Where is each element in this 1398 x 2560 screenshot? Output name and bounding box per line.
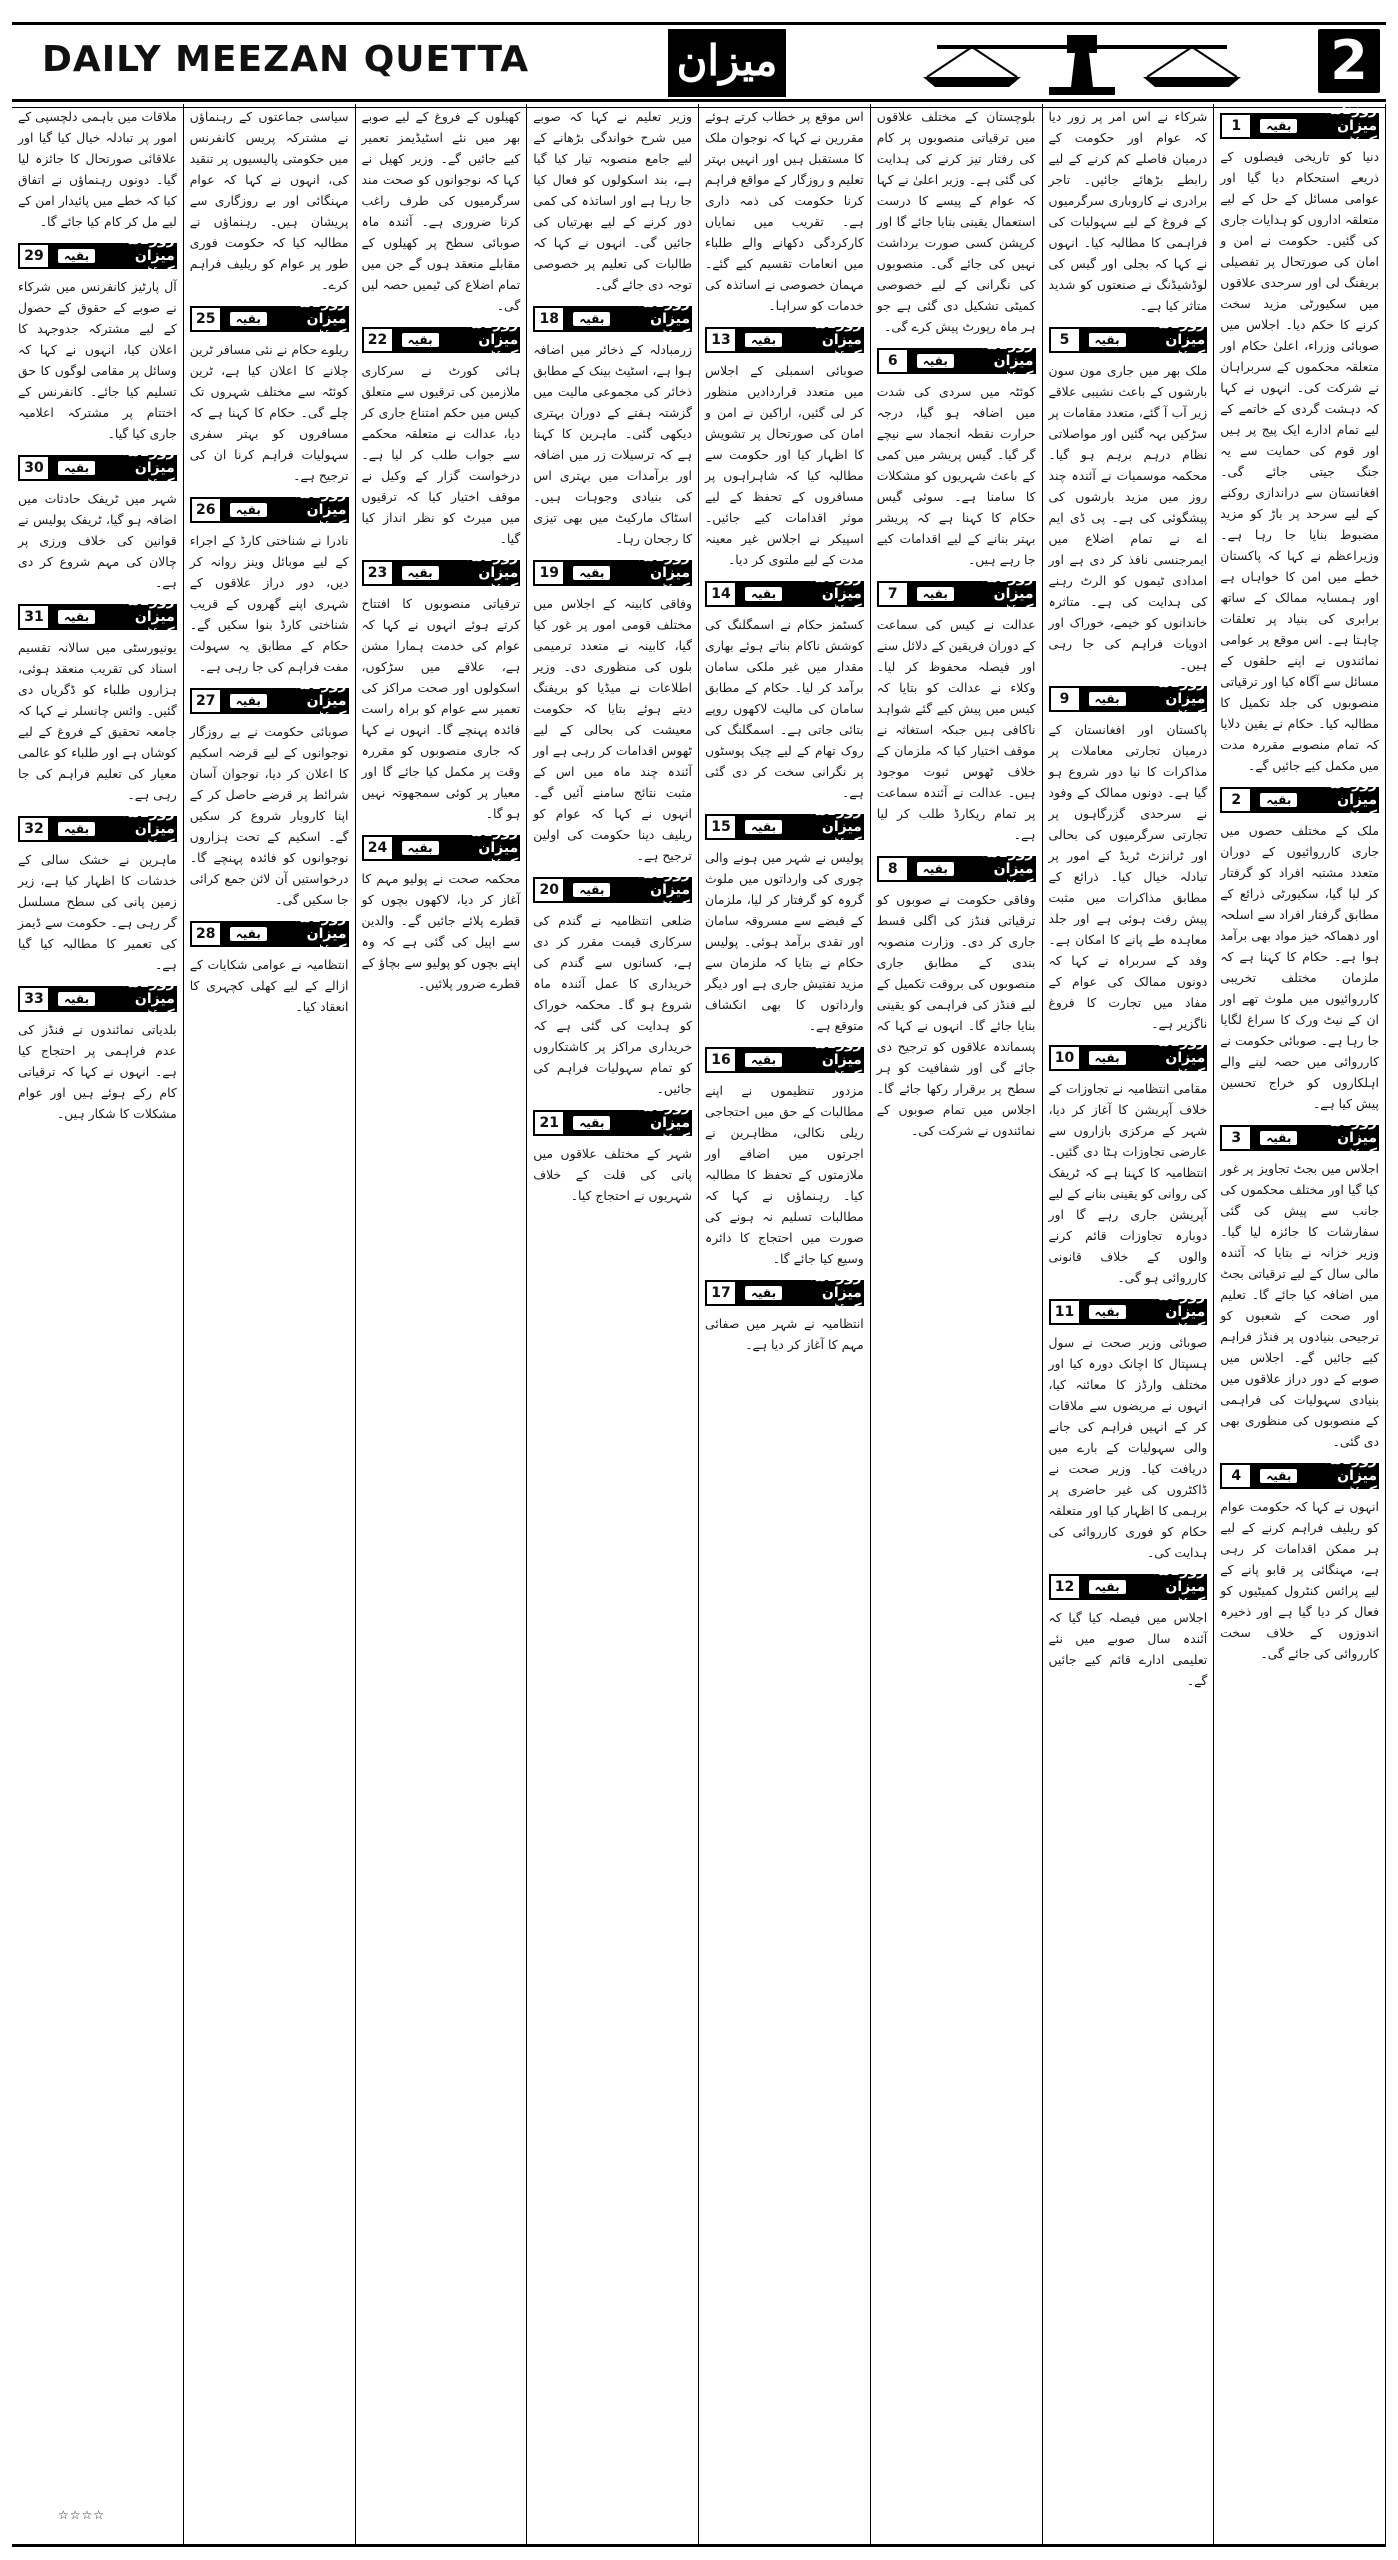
news-item xyxy=(190,106,349,295)
continuation-tag: بقیہ xyxy=(573,1116,610,1130)
continuation-tag: بقیہ xyxy=(402,333,439,347)
news-item xyxy=(1220,1452,1379,1664)
continuation-header xyxy=(1049,1288,1208,1336)
item-number: 2 xyxy=(1220,787,1252,813)
news-item xyxy=(18,106,177,232)
continuation-title: روزنامہ میزان کوئٹہ xyxy=(1153,1563,1206,1611)
continuation-title: روزنامہ میزان کوئٹہ xyxy=(809,316,862,364)
continuation-tag: بقیہ xyxy=(58,461,95,475)
continuation-title: روزنامہ میزان کوئٹہ xyxy=(122,593,175,641)
news-column xyxy=(355,104,527,2544)
continuation-bar xyxy=(565,549,692,597)
item-number: 27 xyxy=(190,688,222,714)
news-item xyxy=(189,486,349,677)
news-item xyxy=(533,1099,692,1206)
scales-of-justice-icon xyxy=(917,31,1247,97)
continuation-title: روزنامہ میزان کوئٹہ xyxy=(637,866,690,914)
news-item xyxy=(18,805,177,975)
continuation-header xyxy=(705,1269,864,1317)
item-number: 31 xyxy=(18,604,50,630)
continuation-title: روزنامہ میزان کوئٹہ xyxy=(637,1099,690,1147)
continuation-header xyxy=(533,549,692,597)
bottom-rule xyxy=(12,2544,1386,2547)
news-text: یونیورسٹی میں سالانہ تقسیم اسناد کی تقریب منعقد ہوئی، ہزاروں طلباء کو ڈگریاں دی گئیں۔ وائس چانسلر نے کہا کہ جامعہ تحقیق کے فروغ کے لیے کوشاں ہے اور طلباء کو عالمی معیار کی تعلیم فراہم کی جا رہی ہے۔ xyxy=(18,640,177,802)
news-text: کھیلوں کے فروغ کے لیے صوبے بھر میں نئے اسٹیڈیمز تعمیر کیے جائیں گے۔ وزیر کھیل نے کہا کہ نوجوانوں کو صحت مند سرگرمیوں کی طرف راغب کرنا ضروری ہے۔ آئندہ ماہ صوبائی سطح پر کھیلوں کے مقابلے منعقد ہوں گے جن میں تمام اضلاع کی ٹیمیں حصہ لیں گی۔ xyxy=(361,109,521,313)
continuation-header xyxy=(1049,316,1208,364)
continuation-tag: بقیہ xyxy=(1089,1580,1126,1594)
continuation-tag: بقیہ xyxy=(402,566,439,580)
continuation-bar xyxy=(1252,1114,1379,1162)
item-number: 21 xyxy=(533,1110,565,1136)
news-text: وفاقی حکومت نے صوبوں کو ترقیاتی فنڈز کی اگلی قسط جاری کر دی۔ وزارت منصوبہ بندی کے مطابق جاری منصوبوں کی بروقت تکمیل کے لیے فنڈز کی فراہمی کو یقینی بنایا جائے گا۔ انہوں نے کہا کہ پسماندہ علاقوں کو ترجیح دی جائے گی اور شفافیت کو ہر سطح پر برقرار رکھا جائے گا۔ اجلاس میں تمام صوبوں کے نمائندوں نے شرکت کی۔ xyxy=(876,892,1036,1138)
continuation-bar xyxy=(222,295,349,343)
continuation-header xyxy=(1049,1563,1208,1611)
continuation-title: روزنامہ میزان کوئٹہ xyxy=(981,845,1034,893)
news-item xyxy=(18,444,177,593)
continuation-tag: بقیہ xyxy=(573,312,610,326)
news-text: آل پارٹیز کانفرنس میں شرکاء نے صوبے کے حقوق کے حصول کے لیے مشترکہ جدوجہد کا اعلان کیا، انہوں نے کہا کہ وسائل پر مقامی لوگوں کا حق تسلیم کیا جائے۔ کانفرنس کے اختتام پر مشترکہ اعلامیہ جاری کیا گیا۔ xyxy=(18,279,177,441)
news-item xyxy=(877,106,1036,337)
news-item xyxy=(876,570,1036,845)
item-number: 7 xyxy=(877,581,909,607)
continuation-title: روزنامہ میزان کوئٹہ xyxy=(1324,104,1377,150)
continuation-bar xyxy=(565,1099,692,1147)
continuation-header xyxy=(362,316,521,364)
continuation-header xyxy=(190,295,349,343)
continuation-bar xyxy=(1252,776,1379,824)
continuation-title: روزنامہ میزان کوئٹہ xyxy=(809,1036,862,1084)
continuation-title: روزنامہ میزان کوئٹہ xyxy=(1324,1114,1377,1162)
continuation-bar xyxy=(1081,1563,1208,1611)
continuation-tag: بقیہ xyxy=(745,820,782,834)
continuation-title: روزنامہ میزان کوئٹہ xyxy=(981,337,1034,385)
continuation-bar xyxy=(909,570,1036,618)
continuation-bar xyxy=(394,824,521,872)
continuation-bar xyxy=(1081,316,1208,364)
continuation-header xyxy=(877,337,1036,385)
news-text: دنیا کو تاریخی فیصلوں کے ذریعے استحکام دیا گیا اور عوامی مسائل کے حل کے لیے متعلقہ اداروں کو ہدایات جاری کی گئیں۔ حکومت نے امن و امان کی صورتحال پر تفصیلی بریفنگ لی اور سرحدی علاقوں میں سکیورٹی مزید سخت کرنے کا حکم دیا۔ اجلاس میں صوبائی وزراء، اعلیٰ حکام اور متعلقہ محکموں کے سربراہان نے شرکت کی۔ انہوں نے کہا کہ دہشت گردی کے خاتمے کے لیے تمام ادارے ایک پیج پر ہیں اور قوم کی حمایت سے یہ جنگ جیتی جائے گی۔ افغانستان سے دراندازی روکنے کے لیے سرحد پر باڑ کو مزید مضبوط بنایا جا رہا ہے۔ وزیراعظم نے کہا کہ پاکستان خطے میں امن کا خواہاں ہے اور ہمسایہ ممالک کے ساتھ برابری کی بنیاد پر تعلقات چاہتا ہے۔ اس موقع پر عوامی نمائندوں نے اپنے حلقوں کے مسائل سے آگاہ کیا اور ترقیاتی منصوبوں کی جلد تکمیل کا مطالبہ کیا۔ حکام نے یقین دلایا کہ تمام منصوبے مقررہ مدت میں مکمل کیے جائیں گے۔ xyxy=(1220,149,1379,773)
continuation-bar xyxy=(737,1036,864,1084)
news-item xyxy=(189,295,349,486)
news-item xyxy=(533,549,692,866)
continuation-header xyxy=(18,593,177,641)
continuation-title: روزنامہ میزان کوئٹہ xyxy=(1324,1452,1377,1500)
continuation-tag: بقیہ xyxy=(230,312,267,326)
news-item xyxy=(1048,316,1208,675)
continuation-title: روزنامہ میزان کوئٹہ xyxy=(122,975,175,1023)
news-text: ملک کے مختلف حصوں میں جاری کارروائیوں کے دوران متعدد مشتبہ افراد کو گرفتار کر لیا گیا، سکیورٹی ذرائع کے مطابق گرفتار افراد سے اسلحہ اور دھماکہ خیز مواد بھی برآمد ہوا ہے۔ حکام کا کہنا ہے کہ ملزمان مختلف تخریبی کارروائیوں میں ملوث تھے اور ان کے نیٹ ورک کا سراغ لگایا جا رہا ہے۔ صوبائی حکومت نے کارروائی میں حصہ لینے والے اہلکاروں کو خراج تحسین پیش کیا ہے۔ xyxy=(1220,823,1379,1111)
continuation-bar xyxy=(565,866,692,914)
continuation-tag: بقیہ xyxy=(1089,692,1126,706)
continuation-tag: بقیہ xyxy=(573,566,610,580)
news-text: مزدور تنظیموں نے اپنے مطالبات کے حق میں احتجاجی ریلی نکالی، مظاہرین نے اجرتوں میں اضافے اور ملازمتوں کے تحفظ کا مطالبہ کیا۔ رہنماؤں نے کہا کہ مطالبات تسلیم نہ ہونے کی صورت میں احتجاج کا دائرہ وسیع کیا جائے گا۔ xyxy=(705,1083,864,1266)
continuation-title: روزنامہ میزان کوئٹہ xyxy=(809,1269,862,1317)
news-text: انتظامیہ نے شہر میں صفائی مہم کا آغاز کر دیا ہے۔ xyxy=(705,1316,864,1352)
continuation-header xyxy=(1220,776,1379,824)
item-number: 33 xyxy=(18,986,50,1012)
news-item xyxy=(18,232,177,444)
item-number: 10 xyxy=(1049,1045,1081,1071)
news-text: شہر کے مختلف علاقوں میں پانی کی قلت کے خلاف شہریوں نے احتجاج کیا۔ xyxy=(533,1146,692,1203)
continuation-title: روزنامہ میزان کوئٹہ xyxy=(981,570,1034,618)
footer-stars: ☆☆☆☆ xyxy=(58,2508,106,2522)
continuation-title: روزنامہ میزان کوئٹہ xyxy=(637,295,690,343)
continuation-tag: بقیہ xyxy=(230,694,267,708)
continuation-header xyxy=(533,295,692,343)
item-number: 8 xyxy=(877,856,909,882)
news-text: اجلاس میں فیصلہ کیا گیا کہ آئندہ سال صوبے میں نئے تعلیمی ادارے قائم کیے جائیں گے۔ xyxy=(1048,1610,1208,1688)
item-number: 19 xyxy=(533,560,565,586)
news-item xyxy=(533,866,692,1099)
continuation-tag: بقیہ xyxy=(917,587,954,601)
item-number: 24 xyxy=(362,835,394,861)
continuation-header xyxy=(705,803,864,851)
news-text: اجلاس میں بجٹ تجاویز پر غور کیا گیا اور مختلف محکموں کی جانب سے پیش کی گئی سفارشات کا جائزہ لیا گیا۔ وزیر خزانہ نے بتایا کہ آئندہ مالی سال کے لیے ترقیاتی بجٹ میں اضافہ کیا جائے گا۔ تعلیم اور صحت کے شعبوں کو ترجیحی بنیادوں پر فنڈز فراہم کیے جائیں گے۔ اجلاس میں صوبے کے دور دراز علاقوں میں بنیادی سہولیات کی فراہمی کے منصوبوں کی منظوری بھی دی گئی۔ xyxy=(1220,1161,1379,1449)
news-item xyxy=(189,910,349,1017)
news-column xyxy=(870,104,1042,2544)
news-item xyxy=(705,570,864,803)
continuation-tag: بقیہ xyxy=(573,883,610,897)
item-number: 5 xyxy=(1049,327,1081,353)
news-text: ترقیاتی منصوبوں کا افتتاح کرتے ہوئے انہوں نے کہا کہ عوام کی خدمت ہمارا مشن ہے، علاقے میں سڑکوں، اسکولوں اور صحت مراکز کی تعمیر سے عوام کو براہ راست فائدہ پہنچے گا۔ انہوں نے کہا کہ جاری منصوبوں کو مقررہ وقت پر مکمل کیا جائے گا اور معیار پر کوئی سمجھوتہ نہیں ہو گا۔ xyxy=(361,596,521,821)
continuation-tag: بقیہ xyxy=(745,1053,782,1067)
continuation-header xyxy=(705,1036,864,1084)
news-text: ہائی کورٹ نے سرکاری ملازمین کی ترقیوں سے متعلق کیس میں حکم امتناع جاری کر دیا، عدالت نے متعلقہ محکمے سے جواب طلب کر لیا ہے۔ درخواست گزار کے وکیل نے موقف اختیار کیا کہ ترقیوں میں میرٹ کو نظر انداز کیا گیا۔ xyxy=(361,363,521,546)
continuation-header xyxy=(1220,1452,1379,1500)
news-text: صوبائی وزیر صحت نے سول ہسپتال کا اچانک دورہ کیا اور مختلف وارڈز کا معائنہ کیا، انہوں نے مریضوں سے ملاقات کر کے انہیں فراہم کی جانے والی سہولیات کے بارے میں دریافت کیا۔ وزیر صحت نے ڈاکٹروں کی غیر حاضری پر برہمی کا اظہار کیا اور متعلقہ حکام کو فوری کارروائی کی ہدایت کی۔ xyxy=(1048,1335,1208,1560)
item-number: 4 xyxy=(1220,1463,1252,1489)
news-text: ضلعی انتظامیہ نے گندم کی سرکاری قیمت مقرر کر دی ہے، کسانوں سے گندم کی خریداری کا عمل آئندہ ماہ شروع ہو گا۔ محکمہ خوراک کو ہدایت کی گئی ہے کہ خریداری مراکز پر کاشتکاروں کو تمام سہولیات فراہم کی جائیں۔ xyxy=(533,913,692,1096)
news-text: پاکستان اور افغانستان کے درمیان تجارتی معاملات پر مذاکرات کا نیا دور شروع ہو گیا ہے۔ دونوں ممالک کے وفود نے سرحدی گزرگاہوں پر تجارتی سرگرمیوں کی بحالی اور ٹرانزٹ ٹریڈ کے امور پر تبادلہ خیال کیا۔ ذرائع کے مطابق مذاکرات میں مثبت پیش رفت ہوئی ہے اور جلد معاہدہ طے پانے کا امکان ہے۔ وفد کے سربراہ نے کہا کہ دونوں ممالک کی عوام کے مفاد میں تجارت کا فروغ ناگزیر ہے۔ xyxy=(1048,722,1208,1031)
continuation-tag: بقیہ xyxy=(1260,119,1297,133)
news-text: بلدیاتی نمائندوں نے فنڈز کی عدم فراہمی پر احتجاج کیا ہے۔ انہوں نے کہا کہ ترقیاتی کام رکے ہوئے ہیں اور عوام مشکلات کا شکار ہیں۔ xyxy=(18,1022,177,1121)
news-item xyxy=(533,106,692,295)
news-text: عدالت نے کیس کی سماعت کے دوران فریقین کے دلائل سنے اور فیصلہ محفوظ کر لیا۔ وکلاء نے عدالت کو بتایا کہ کیس میں پیش کیے گئے شواہد ناکافی ہیں جبکہ استغاثہ نے موقف اختیار کیا کہ ملزمان کے خلاف ٹھوس ثبوت موجود ہیں۔ عدالت نے آئندہ سماعت پر تمام ریکارڈ طلب کر لیا ہے۔ xyxy=(876,617,1036,842)
continuation-title: روزنامہ میزان کوئٹہ xyxy=(1153,675,1206,723)
news-text: انہوں نے کہا کہ حکومت عوام کو ریلیف فراہم کرنے کے لیے ہر ممکن اقدامات کر رہی ہے، مہنگائی پر قابو پانے کے لیے پرائس کنٹرول کمیٹیوں کو فعال کر دیا گیا ہے اور ذخیرہ اندوزوں کے خلاف سخت کارروائی کی جائے گی۔ xyxy=(1220,1499,1379,1661)
masthead xyxy=(12,22,1386,102)
news-text: صوبائی اسمبلی کے اجلاس میں متعدد قراردادیں منظور کر لی گئیں، اراکین نے امن و امان کی صورتحال پر تشویش کا اظہار کیا اور حکومت سے مطالبہ کیا کہ شاہراہوں پر مسافروں کے تحفظ کے لیے موثر اقدامات کیے جائیں۔ اسپیکر نے اجلاس غیر معینہ مدت کے لیے ملتوی کر دیا۔ xyxy=(705,363,864,567)
news-item xyxy=(1220,1114,1379,1452)
item-number: 16 xyxy=(705,1047,737,1073)
news-item xyxy=(361,824,521,994)
continuation-title: روزنامہ میزان کوئٹہ xyxy=(466,316,519,364)
news-item xyxy=(1048,1034,1208,1288)
continuation-header xyxy=(877,845,1036,893)
continuation-bar xyxy=(50,975,177,1023)
continuation-header xyxy=(18,975,177,1023)
news-item xyxy=(1048,675,1208,1034)
continuation-header xyxy=(18,444,177,492)
continuation-bar xyxy=(737,803,864,851)
continuation-title: روزنامہ میزان کوئٹہ xyxy=(122,805,175,853)
continuation-header xyxy=(705,316,864,364)
item-number: 12 xyxy=(1049,1574,1081,1600)
news-column xyxy=(1213,104,1386,2544)
news-item xyxy=(1048,1288,1208,1563)
continuation-bar xyxy=(737,570,864,618)
continuation-bar xyxy=(222,677,349,725)
item-number: 28 xyxy=(190,921,222,947)
news-text: مقامی انتظامیہ نے تجاوزات کے خلاف آپریشن کا آغاز کر دیا، شہر کے مرکزی بازاروں سے عارضی تجاوزات ہٹا دی گئیں۔ انتظامیہ کا کہنا ہے کہ ٹریفک کی روانی کو یقینی بنانے کے لیے آپریشن جاری رہے گا اور دوبارہ تجاوزات قائم کرنے والوں کے خلاف قانونی کارروائی ہو گی۔ xyxy=(1048,1081,1208,1285)
continuation-tag: بقیہ xyxy=(1089,333,1126,347)
news-item xyxy=(361,549,521,824)
continuation-bar xyxy=(1252,1452,1379,1500)
continuation-bar xyxy=(394,316,521,364)
continuation-title: روزنامہ میزان کوئٹہ xyxy=(809,570,862,618)
continuation-bar xyxy=(50,232,177,280)
continuation-bar xyxy=(1081,1288,1208,1336)
item-number: 14 xyxy=(705,581,737,607)
continuation-tag: بقیہ xyxy=(1260,1469,1297,1483)
article-columns xyxy=(12,104,1386,2544)
news-column xyxy=(698,104,870,2544)
news-text: شہر میں ٹریفک حادثات میں اضافہ ہو گیا، ٹریفک پولیس نے قوانین کی خلاف ورزی پر چالان کی مہم شروع کر دی ہے۔ xyxy=(18,491,177,590)
continuation-tag: بقیہ xyxy=(917,354,954,368)
item-number: 22 xyxy=(362,327,394,353)
continuation-tag: بقیہ xyxy=(745,1286,782,1300)
item-number: 13 xyxy=(705,327,737,353)
continuation-title: روزنامہ میزان کوئٹہ xyxy=(1153,316,1206,364)
continuation-title: روزنامہ میزان کوئٹہ xyxy=(466,824,519,872)
continuation-bar xyxy=(394,549,521,597)
news-text: وزیر تعلیم نے کہا کہ صوبے میں شرح خواندگی بڑھانے کے لیے جامع منصوبہ تیار کیا گیا ہے، بند اسکولوں کو فعال کیا جا رہا ہے اور اساتذہ کی کمی دور کرنے کے لیے بھرتیاں کی جائیں گی۔ انہوں نے کہا کہ طالبات کی تعلیم پر خصوصی توجہ دی جائے گی۔ xyxy=(533,109,692,292)
continuation-title: روزنامہ میزان کوئٹہ xyxy=(294,486,347,534)
item-number: 11 xyxy=(1049,1299,1081,1325)
continuation-title: روزنامہ میزان کوئٹہ xyxy=(809,803,862,851)
news-item xyxy=(705,1269,864,1355)
continuation-title: روزنامہ میزان کوئٹہ xyxy=(294,677,347,725)
continuation-header xyxy=(705,570,864,618)
news-item xyxy=(705,1036,864,1269)
news-item xyxy=(18,975,177,1124)
continuation-bar xyxy=(1081,1034,1208,1082)
continuation-bar xyxy=(909,845,1036,893)
item-number: 18 xyxy=(533,306,565,332)
news-text: ماہرین نے خشک سالی کے خدشات کا اظہار کیا ہے، زیر زمین پانی کی سطح مسلسل گر رہی ہے۔ حکومت سے ڈیمز کی تعمیر کا مطالبہ کیا گیا ہے۔ xyxy=(18,852,177,972)
continuation-bar xyxy=(50,805,177,853)
continuation-header xyxy=(18,232,177,280)
continuation-header xyxy=(18,805,177,853)
news-text: انتظامیہ نے عوامی شکایات کے ازالے کے لیے کھلی کچہری کا انعقاد کیا۔ xyxy=(189,957,349,1014)
continuation-tag: بقیہ xyxy=(745,333,782,347)
news-text: اس موقع پر خطاب کرتے ہوئے مقررین نے کہا کہ نوجوان ملک کا مستقبل ہیں اور انہیں بہتر تعلیم و روزگار کے مواقع فراہم کرنا حکومت کی ذمہ داری ہے۔ تقریب میں نمایاں کارکردگی دکھانے والے طلباء میں انعامات تقسیم کیے گئے۔ مہمان خصوصی نے اساتذہ کی خدمات کو سراہا۔ xyxy=(705,109,864,313)
news-item xyxy=(876,845,1036,1141)
continuation-title: روزنامہ میزان کوئٹہ xyxy=(466,549,519,597)
continuation-bar xyxy=(50,444,177,492)
item-number: 15 xyxy=(705,814,737,840)
continuation-header xyxy=(1220,1114,1379,1162)
news-item xyxy=(1220,776,1379,1114)
item-number: 30 xyxy=(18,455,50,481)
continuation-header xyxy=(1049,675,1208,723)
news-text: وفاقی کابینہ کے اجلاس میں مختلف قومی امور پر غور کیا گیا، کابینہ نے متعدد ترمیمی بلوں کی منظوری دی۔ وزیر اطلاعات نے میڈیا کو بریفنگ دیتے ہوئے بتایا کہ حکومت معیشت کی بحالی کے لیے ٹھوس اقدامات کر رہی ہے اور آئندہ چند ماہ میں اس کے مثبت نتائج سامنے آئیں گے۔ انہوں نے کہا کہ عوام کو ریلیف دینا حکومت کی اولین ترجیح ہے۔ xyxy=(533,596,692,863)
item-number: 17 xyxy=(705,1280,737,1306)
news-item xyxy=(189,677,349,910)
continuation-tag: بقیہ xyxy=(58,610,95,624)
urdu-logo: میزان xyxy=(668,29,786,97)
news-text: ملک بھر میں جاری مون سون بارشوں کے باعث نشیبی علاقے زیر آب آ گئے، متعدد مقامات پر سڑکیں بہہ گئیں اور مواصلاتی نظام درہم برہم ہو گیا۔ محکمہ موسمیات نے آئندہ چند روز میں مزید بارشوں کی پیشگوئی کی ہے۔ پی ڈی ایم اے نے تمام اضلاع میں ایمرجنسی نافذ کر دی ہے اور امدادی ٹیموں کو الرٹ رہنے کی ہدایت کی ہے۔ متاثرہ خاندانوں کو خیمے، خوراک اور ادویات فراہم کی جا رہی ہیں۔ xyxy=(1048,363,1208,672)
continuation-tag: بقیہ xyxy=(745,587,782,601)
continuation-tag: بقیہ xyxy=(917,862,954,876)
continuation-tag: بقیہ xyxy=(230,503,267,517)
continuation-tag: بقیہ xyxy=(1089,1305,1126,1319)
continuation-bar xyxy=(909,337,1036,385)
news-item xyxy=(876,337,1036,570)
news-item xyxy=(361,316,521,549)
continuation-title: روزنامہ میزان کوئٹہ xyxy=(1324,776,1377,824)
continuation-title: روزنامہ میزان کوئٹہ xyxy=(1153,1288,1206,1336)
continuation-title: روزنامہ میزان کوئٹہ xyxy=(122,232,175,280)
continuation-title: روزنامہ میزان کوئٹہ xyxy=(637,549,690,597)
news-text: بلوچستان کے مختلف علاقوں میں ترقیاتی منصوبوں پر کام کی رفتار تیز کرنے کی ہدایت کی گئی ہے۔ وزیر اعلیٰ نے کہا کہ عوام کے پیسے کا درست استعمال یقینی بنایا جائے گا اور کرپشن کسی صورت برداشت نہیں کی جائے گی۔ منصوبوں کی نگرانی کے لیے خصوصی کمیٹی تشکیل دی گئی ہے جو ہر ماہ رپورٹ پیش کرے گی۔ xyxy=(876,109,1036,334)
continuation-header xyxy=(1049,1034,1208,1082)
continuation-header xyxy=(362,549,521,597)
continuation-tag: بقیہ xyxy=(1260,793,1297,807)
item-number: 29 xyxy=(18,243,50,269)
news-item xyxy=(1048,1563,1208,1691)
continuation-title: روزنامہ میزان کوئٹہ xyxy=(294,910,347,958)
item-number: 6 xyxy=(877,348,909,374)
continuation-tag: بقیہ xyxy=(58,249,95,263)
item-number: 25 xyxy=(190,306,222,332)
news-column xyxy=(183,104,355,2544)
news-text: محکمہ صحت نے پولیو مہم کا آغاز کر دیا، لاکھوں بچوں کو قطرے پلائے جائیں گے۔ والدین سے اپیل کی گئی ہے کہ وہ اپنے بچوں کو پولیو سے بچاؤ کے قطرے ضرور پلائیں۔ xyxy=(361,871,521,991)
news-text: شرکاء نے اس امر پر زور دیا کہ عوام اور حکومت کے درمیان فاصلے کم کرنے کے لیے رابطے بڑھائے جائیں۔ تاجر برادری نے کاروباری سرگرمیوں کے فروغ کے لیے سہولیات کی فراہمی کا مطالبہ کیا۔ انہوں نے کہا کہ بجلی اور گیس کی لوڈشیڈنگ نے صنعتوں کو شدید متاثر کیا ہے۔ xyxy=(1048,109,1208,313)
paper-name: DAILY MEEZAN QUETTA xyxy=(42,39,530,80)
news-text: پولیس نے شہر میں ہونے والی چوری کی وارداتوں میں ملوث گروہ کو گرفتار کر لیا، ملزمان کے قبضے سے مسروقہ سامان اور نقدی برآمد ہوئی۔ پولیس حکام نے بتایا کہ ملزمان سے مزید تفتیش جاری ہے اور دیگر وارداتوں کا بھی انکشاف متوقع ہے۔ xyxy=(705,850,864,1033)
continuation-bar xyxy=(565,295,692,343)
continuation-title: روزنامہ میزان کوئٹہ xyxy=(1153,1034,1206,1082)
news-text: ملاقات میں باہمی دلچسپی کے امور پر تبادلہ خیال کیا گیا اور علاقائی صورتحال کا جائزہ لیا گیا۔ دونوں رہنماؤں نے اتفاق کیا کہ خطے میں پائیدار امن کے لیے مل کر کام کیا جائے گا۔ xyxy=(18,109,177,229)
continuation-header xyxy=(362,824,521,872)
continuation-title: روزنامہ میزان کوئٹہ xyxy=(122,444,175,492)
continuation-tag: بقیہ xyxy=(402,841,439,855)
news-item xyxy=(705,316,864,570)
continuation-bar xyxy=(50,593,177,641)
continuation-tag: بقیہ xyxy=(230,927,267,941)
item-number: 26 xyxy=(190,497,222,523)
news-text: صوبائی حکومت نے بے روزگار نوجوانوں کے لیے قرضہ اسکیم کا اعلان کر دیا، نوجوان آسان شرائط پر قرضے حاصل کر کے اپنا کاروبار شروع کر سکیں گے۔ اسکیم کے تحت ہزاروں نوجوانوں کو فائدہ پہنچے گا۔ درخواستیں آن لائن جمع کرائی جا سکیں گی۔ xyxy=(189,724,349,907)
continuation-tag: بقیہ xyxy=(1089,1051,1126,1065)
item-number: 1 xyxy=(1220,113,1252,139)
news-text: کوئٹہ میں سردی کی شدت میں اضافہ ہو گیا، درجہ حرارت نقطہ انجماد سے نیچے گر گیا۔ گیس پریشر میں کمی کے باعث شہریوں کو مشکلات کا سامنا ہے۔ سوئی گیس حکام کا کہنا ہے کہ پریشر بہتر بنانے کے لیے اقدامات کیے جا رہے ہیں۔ xyxy=(876,384,1036,567)
news-text: نادرا نے شناختی کارڈ کے اجراء کے لیے موبائل وینز روانہ کر دیں، دور دراز علاقوں کے شہری اپنے گھروں کے قریب شناختی کارڈ بنوا سکیں گے۔ حکام کے مطابق یہ سہولت مفت فراہم کی جا رہی ہے۔ xyxy=(189,533,349,674)
item-number: 20 xyxy=(533,877,565,903)
news-text: زرمبادلہ کے ذخائر میں اضافہ ہوا ہے، اسٹیٹ بینک کے مطابق ذخائر کی مجموعی مالیت میں گزشتہ ہفتے کے دوران بہتری دیکھی گئی۔ ماہرین کا کہنا ہے کہ ترسیلات زر میں اضافہ اور برآمدات میں بہتری اس کی بنیادی وجوہات ہیں۔ اسٹاک مارکیٹ میں بھی تیزی کا رجحان رہا۔ xyxy=(533,342,692,546)
continuation-bar xyxy=(222,910,349,958)
news-item xyxy=(1220,104,1379,776)
news-column xyxy=(526,104,698,2544)
news-item xyxy=(705,803,864,1036)
item-number: 3 xyxy=(1220,1125,1252,1151)
news-item xyxy=(533,295,692,549)
news-column xyxy=(12,104,183,2544)
continuation-bar xyxy=(222,486,349,534)
news-item xyxy=(18,593,177,805)
item-number: 9 xyxy=(1049,686,1081,712)
news-item xyxy=(1049,106,1208,316)
news-column xyxy=(1042,104,1214,2544)
continuation-header xyxy=(877,570,1036,618)
news-text: کسٹمز حکام نے اسمگلنگ کی کوشش ناکام بناتے ہوئے بھاری مقدار میں غیر ملکی سامان برآمد کر لیا۔ حکام کے مطابق سامان کی مالیت لاکھوں روپے بتائی جاتی ہے۔ اسمگلنگ کی روک تھام کے لیے چیک پوسٹوں پر نگرانی سخت کر دی گئی ہے۔ xyxy=(705,617,864,800)
continuation-bar xyxy=(737,316,864,364)
continuation-tag: بقیہ xyxy=(58,992,95,1006)
continuation-bar xyxy=(1252,104,1379,150)
item-number: 23 xyxy=(362,560,394,586)
continuation-title: روزنامہ میزان کوئٹہ xyxy=(294,295,347,343)
continuation-header xyxy=(533,1099,692,1147)
continuation-bar xyxy=(1081,675,1208,723)
news-text: ریلوے حکام نے نئی مسافر ٹرین چلانے کا اعلان کیا ہے، ٹرین کوئٹہ سے مختلف شہروں تک چلے گی۔ حکام کا کہنا ہے کہ مسافروں کو بہتر سفری سہولیات فراہم کرنا ان کی ترجیح ہے۔ xyxy=(189,342,349,483)
continuation-header xyxy=(190,910,349,958)
continuation-tag: بقیہ xyxy=(1260,1131,1297,1145)
news-item xyxy=(362,106,521,316)
item-number: 32 xyxy=(18,816,50,842)
continuation-bar xyxy=(737,1269,864,1317)
continuation-header xyxy=(533,866,692,914)
news-item xyxy=(705,106,864,316)
continuation-header xyxy=(1220,104,1379,150)
continuation-header xyxy=(190,486,349,534)
page-number: 2 xyxy=(1318,29,1380,93)
continuation-header xyxy=(190,677,349,725)
continuation-tag: بقیہ xyxy=(58,822,95,836)
news-text: سیاسی جماعتوں کے رہنماؤں نے مشترکہ پریس کانفرنس میں حکومتی پالیسیوں پر تنقید کی، انہوں نے کہا کہ عوام مہنگائی اور بے روزگاری سے پریشان ہیں۔ رہنماؤں نے مطالبہ کیا کہ حکومت فوری طور پر عوام کو ریلیف فراہم کرے۔ xyxy=(189,109,349,292)
